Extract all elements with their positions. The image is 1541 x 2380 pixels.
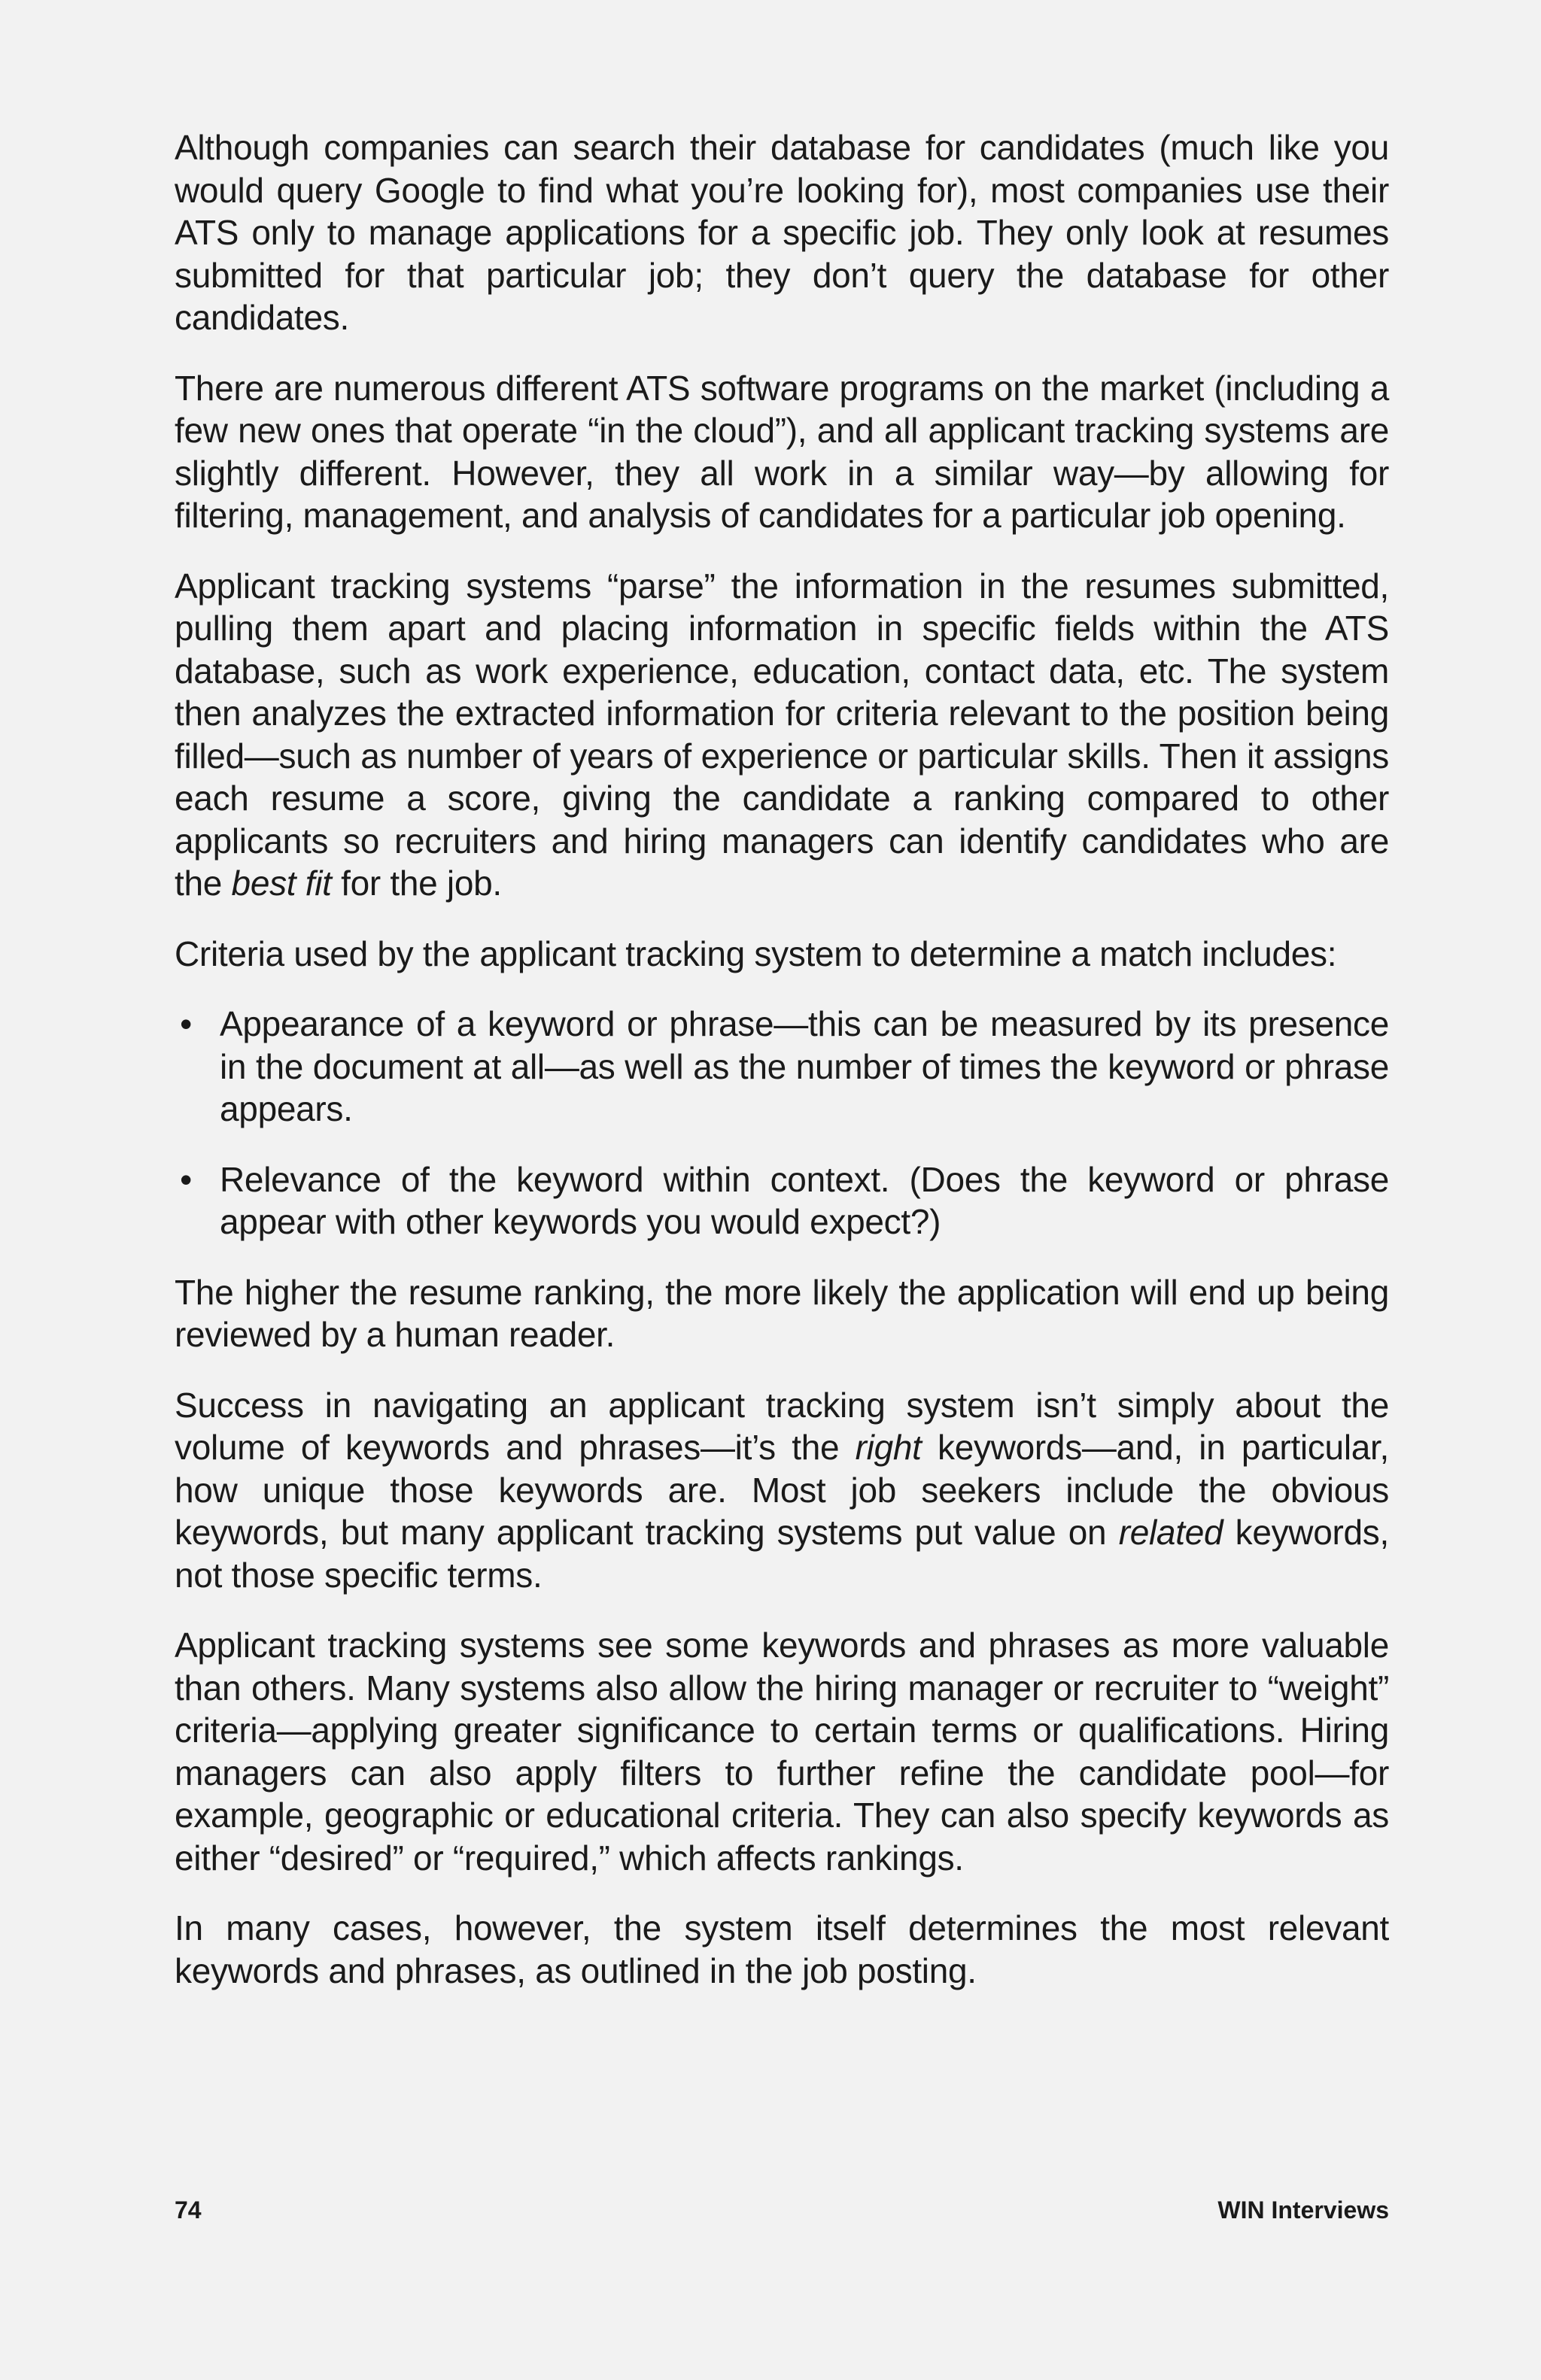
body-text — [175, 126, 1389, 2020]
list-item — [175, 1003, 1389, 1131]
bullet-marker: • — [180, 1004, 192, 1043]
paragraph-ats-parsing — [175, 565, 1389, 905]
criteria-list — [175, 1003, 1389, 1243]
running-title: WIN Interviews — [1217, 2196, 1389, 2224]
paragraph-ats-parsing-text-b: for the job. — [331, 864, 502, 903]
paragraph-ats-software: There are numerous different ATS software programs on the market (including a few new ones that operate “in the cloud”), and all applicant tracking systems are slightly different. However, they all work in a similar way—by allowing for filtering, management, and analysis of candidates for a particular job opening. — [175, 368, 1389, 535]
paragraph-ats-search: Although companies can search their database for candidates (much like you would query Google to find what you’re looking for), most companies use their ATS only to manage applications for a specific job. They only look at resumes submitted for that particular job; they don’t query the database for other candidates. — [175, 128, 1389, 337]
bullet-marker: • — [180, 1159, 192, 1199]
emphasis-best-fit: best fit — [231, 864, 332, 903]
paragraph-criteria-intro: Criteria used by the applicant tracking system to determine a match includes: — [175, 933, 1337, 973]
paragraph-keywords-text-a: Success in navigating an applicant tracking system isn’t simply about the volume of keywords and phrases—it’s the — [175, 1385, 1389, 1467]
list-item — [175, 1158, 1389, 1243]
paragraph-system-determines: In many cases, however, the system itself determines the most relevant keywords and phrases, as outlined in the job posting. — [175, 1908, 1389, 1990]
paragraph-keywords-text-b: keywords—and, in particular, how unique those keywords are. Most job seekers include the obvious keywords, but many applicant tracking systems put value on — [175, 1428, 1389, 1552]
paragraph-weighting: Applicant tracking systems see some keywords and phrases as more valuable than others. Many systems also allow the hiring manager or recruiter to “weight” criteria—applying greater significance to certain terms or qualifications. Hiring managers can also apply filters to further refine the candidate pool—for example, geographic or educational criteria. They can also specify keywords as either “desired” or “required,” which affects rankings. — [175, 1626, 1389, 1878]
paragraph-keywords-text-c: keywords, not those specific terms. — [175, 1513, 1389, 1595]
page-number: 74 — [175, 2196, 202, 2224]
page-footer — [175, 2195, 1389, 2225]
list-item-text: Appearance of a keyword or phrase—this can be measured by its presence in the document at all—as well as the number of times the keyword or phrase appears. — [220, 1004, 1389, 1128]
paragraph-keywords-success — [175, 1384, 1389, 1597]
paragraph-ranking: The higher the resume ranking, the more likely the application will end up being reviewed by a human reader. — [175, 1272, 1389, 1354]
paragraph-ats-parsing-text-a: Applicant tracking systems “parse” the information in the resumes submitted, pulling them apart and placing information in specific fields within the ATS database, such as work experience, education, contact data, etc. The system then analyzes the extracted information for criteria relevant to the position being filled—such as number of years of experience or particular skills. Then it assigns each resume a score, giving the candidate a ranking compared to other applicants so recruiters and hiring managers can identify candidates who are the — [175, 566, 1389, 903]
list-item-text: Relevance of the keyword within context. (Does the keyword or phrase appear with other keywords you would expect?) — [220, 1159, 1389, 1241]
emphasis-right: right — [855, 1428, 922, 1467]
emphasis-related: related — [1118, 1513, 1223, 1552]
